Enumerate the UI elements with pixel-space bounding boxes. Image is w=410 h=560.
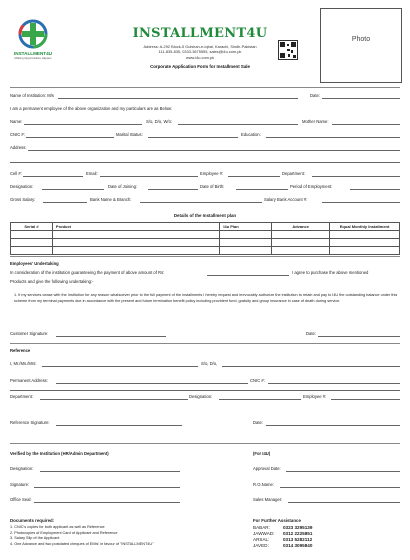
date-of-joining-label: Date of Joining:: [108, 184, 138, 189]
bank-name-label: Bank Name & Branch:: [90, 197, 132, 202]
so-field[interactable]: [178, 124, 298, 125]
reference-designation-field[interactable]: [219, 399, 301, 400]
table-cell[interactable]: [330, 239, 400, 247]
cnic-field[interactable]: [26, 137, 114, 138]
documents-heading: Documents required:: [10, 518, 55, 523]
reference-employee-no-label: Employee #:: [303, 394, 327, 399]
reference-address-field-2[interactable]: [10, 390, 400, 391]
address-field-2[interactable]: [10, 162, 400, 163]
cnic-label: CNIC #:: [10, 132, 25, 137]
table-cell[interactable]: [52, 239, 219, 247]
divider: [10, 343, 400, 344]
table-cell[interactable]: [330, 231, 400, 239]
department-label: Department:: [282, 171, 306, 176]
name-label: Name:: [10, 119, 23, 124]
employee-no-label: Employee #:: [200, 171, 224, 176]
contact-name: ARSAL:: [253, 536, 270, 542]
divider: [10, 87, 400, 88]
reference-so-label: S/o, D/o,: [201, 361, 218, 366]
reference-designation-label: Designation:: [189, 394, 213, 399]
email-field[interactable]: [100, 176, 198, 177]
company-address: [90, 44, 310, 60]
gross-salary-label: Gross Salary:: [10, 197, 36, 202]
verification-designation-field[interactable]: [40, 471, 180, 472]
so-label: S/o, D/o, W/o:: [146, 119, 173, 124]
reference-employee-no-field[interactable]: [331, 399, 400, 400]
reference-signature-field[interactable]: [56, 425, 182, 426]
date-of-birth-label: Date of Birth:: [200, 184, 225, 189]
table-cell[interactable]: [330, 247, 400, 255]
cell-label: Cell #:: [10, 171, 22, 176]
undertaking-clause: 1. If my services cease with the Institution for any reason whatsoever prior to the full payment of the installments I hereby request and irrevocably authorize the institution to retain and pay to I4U the outstanding balance under this scheme from my terminal payments due in accordance with the present and future termination benefit policy including provident fund, gratuity and group insurance in case of death during service.: [14, 293, 398, 303]
installment-plan-table: [10, 222, 400, 255]
reference-cnic-label: CNIC #:: [250, 378, 265, 383]
reference-so-field[interactable]: [222, 366, 400, 367]
list-item: 1. CNIC's copies for both applicant as well as Reference: [10, 525, 105, 529]
form-subtitle: Corporate Application Form for Installment Sale: [150, 64, 250, 69]
bank-name-field[interactable]: [140, 202, 262, 203]
institution-label: Name of Institution: M/s: [10, 93, 54, 98]
reference-heading: Reference: [10, 348, 31, 353]
table-cell[interactable]: [11, 247, 53, 255]
contact-phone[interactable]: 0313 5282112: [283, 536, 313, 542]
installment-plan-title: Details of the Installment plan: [173, 213, 237, 218]
contact-name: JAWWAD:: [253, 530, 275, 536]
contact-name: JAVED:: [253, 542, 269, 548]
permanent-address-field[interactable]: [56, 383, 248, 384]
table-cell[interactable]: [11, 239, 53, 247]
customer-signature-field[interactable]: [56, 336, 166, 337]
table-cell[interactable]: [52, 231, 219, 239]
col-emi: Equal Monthly Installment: [330, 223, 400, 231]
photo-label: Photo: [351, 36, 371, 43]
col-i4u-plan: I4u Plan: [220, 223, 272, 231]
approval-date-label: Approval Date:: [253, 466, 281, 471]
marital-status-field[interactable]: [148, 137, 238, 138]
logo-tagline: Making Opportunities Happen: [14, 56, 52, 60]
reference-department-label: Department:: [10, 394, 34, 399]
table-row: [11, 247, 400, 255]
institution-field[interactable]: [58, 98, 298, 99]
sales-manager-field[interactable]: [288, 502, 400, 503]
contact-phone[interactable]: 0312 2225851: [283, 530, 313, 536]
marital-status-label: Marital Status:: [116, 132, 143, 137]
contact-name: BABAR:: [253, 525, 270, 530]
reference-date-field[interactable]: [266, 425, 400, 426]
photo-box[interactable]: [320, 8, 402, 83]
website: www.i4u.com.pk: [185, 54, 215, 60]
customer-signature-label: Customer Signature:: [10, 331, 49, 336]
table-row: [11, 239, 400, 247]
table-cell[interactable]: [220, 247, 272, 255]
education-field[interactable]: [266, 137, 400, 138]
cell-field[interactable]: [23, 176, 83, 177]
footer: [0, 512, 410, 560]
verification-signature-label: Signature:: [10, 482, 30, 487]
period-of-employment-field[interactable]: [350, 189, 400, 190]
department-field[interactable]: [312, 176, 400, 177]
undertaking-date-field[interactable]: [318, 336, 400, 337]
date-of-joining-field[interactable]: [148, 189, 198, 190]
gross-salary-field[interactable]: [43, 202, 87, 203]
office-seal-label: Office Seal:: [10, 497, 32, 502]
reference-name-label: I, Mr./Ms./Mrs:: [10, 361, 37, 366]
sales-manager-label: Sales Manager:: [253, 497, 283, 502]
address-line-2: 111-835-835, 0333-3675555, sales@i4u.com.pk: [158, 49, 242, 55]
col-serial: Serial #: [11, 223, 53, 231]
intro-text: I am a permanent employee of the above organization and my particulars are as Below:: [10, 106, 173, 111]
assistance-heading: For Further Assistance: [253, 518, 301, 523]
employee-no-field[interactable]: [228, 176, 280, 177]
list-item: 4. One Advance and two postdated cheques of EMIs' in favour of "INSTALLMENT4U": [10, 541, 154, 546]
undertaking-text-c: Products and give the following undertaking:-: [10, 279, 94, 284]
mother-name-label: Mother Name:: [302, 119, 329, 124]
verification-heading: Verified by the Institution (HR/Admin Department): [10, 451, 109, 456]
reference-signature-label: Reference Signature:: [10, 420, 50, 425]
table-cell[interactable]: [220, 231, 272, 239]
email-label: Email:: [86, 171, 98, 176]
approval-date-field[interactable]: [286, 471, 400, 472]
amount-field[interactable]: [207, 275, 289, 276]
col-product: Product: [52, 223, 219, 231]
reference-date-label: Date:: [253, 420, 264, 425]
brand-title: INSTALLMENT4U: [132, 26, 268, 41]
company-logo: [8, 14, 58, 66]
address-line-1: Address: A-292 Block-5 Gulshan-e-Iqbal, Karachi, Sindh-Pakistan: [143, 44, 257, 49]
contacts-list: [253, 525, 312, 549]
table-cell[interactable]: [52, 247, 219, 255]
address-field-1[interactable]: [28, 150, 400, 151]
reference-name-field[interactable]: [42, 366, 198, 367]
date-label: Date:: [310, 93, 321, 98]
permanent-address-label: Permanent Address:: [10, 378, 48, 383]
i4u-heading: (For I4U): [253, 451, 271, 456]
table-cell[interactable]: [272, 239, 330, 247]
verification-designation-label: Designation:: [10, 466, 34, 471]
salary-account-field[interactable]: [322, 202, 400, 203]
undertaking-date-label: Date:: [306, 331, 317, 336]
divider: [10, 256, 400, 257]
undertaking-text-a: In consideration of the institution guaranteeing the payment of above amount of Rs:: [10, 270, 165, 275]
table-cell[interactable]: [220, 239, 272, 247]
table-cell[interactable]: [272, 231, 330, 239]
address-label: Address:: [10, 145, 27, 150]
ro-name-label: R.O.Name:: [253, 482, 274, 487]
designation-label: Designation:: [10, 184, 34, 189]
contact-phone[interactable]: 0314 3095840: [283, 542, 313, 548]
name-field[interactable]: [24, 124, 142, 125]
date-field[interactable]: [322, 98, 400, 99]
education-label: Education:: [241, 132, 261, 137]
table-cell[interactable]: [11, 231, 53, 239]
documents-list: [10, 525, 154, 547]
contact-row: [253, 543, 312, 549]
date-of-birth-field[interactable]: [236, 189, 288, 190]
contact-phone[interactable]: 0323 3295139: [283, 525, 313, 530]
office-seal-field[interactable]: [34, 502, 180, 503]
reference-cnic-field[interactable]: [268, 383, 400, 384]
qr-code-icon: [278, 40, 298, 60]
ro-name-field[interactable]: [280, 487, 400, 488]
list-item: 2. Photocopies of Employment Card of Applicant and Reference: [10, 530, 118, 535]
reference-department-field[interactable]: [40, 399, 188, 400]
verification-signature-field[interactable]: [34, 487, 180, 488]
list-item: 3. Salary Slip of the Applicant: [10, 536, 60, 540]
undertaking-heading: Employees' Undertaking: [10, 261, 59, 266]
divider: [10, 443, 400, 444]
designation-field[interactable]: [42, 189, 104, 190]
salary-account-label: Salary Bank Account #:: [264, 197, 308, 202]
table-cell[interactable]: [272, 247, 330, 255]
logo-text: INSTALLMENT4U: [14, 51, 52, 56]
undertaking-text-b: I agree to purchase the above mentioned: [292, 270, 369, 275]
mother-name-field[interactable]: [332, 124, 400, 125]
col-advance: Advance: [272, 223, 330, 231]
period-of-employment-label: Period of Employment:: [290, 184, 333, 189]
table-row: [11, 231, 400, 239]
